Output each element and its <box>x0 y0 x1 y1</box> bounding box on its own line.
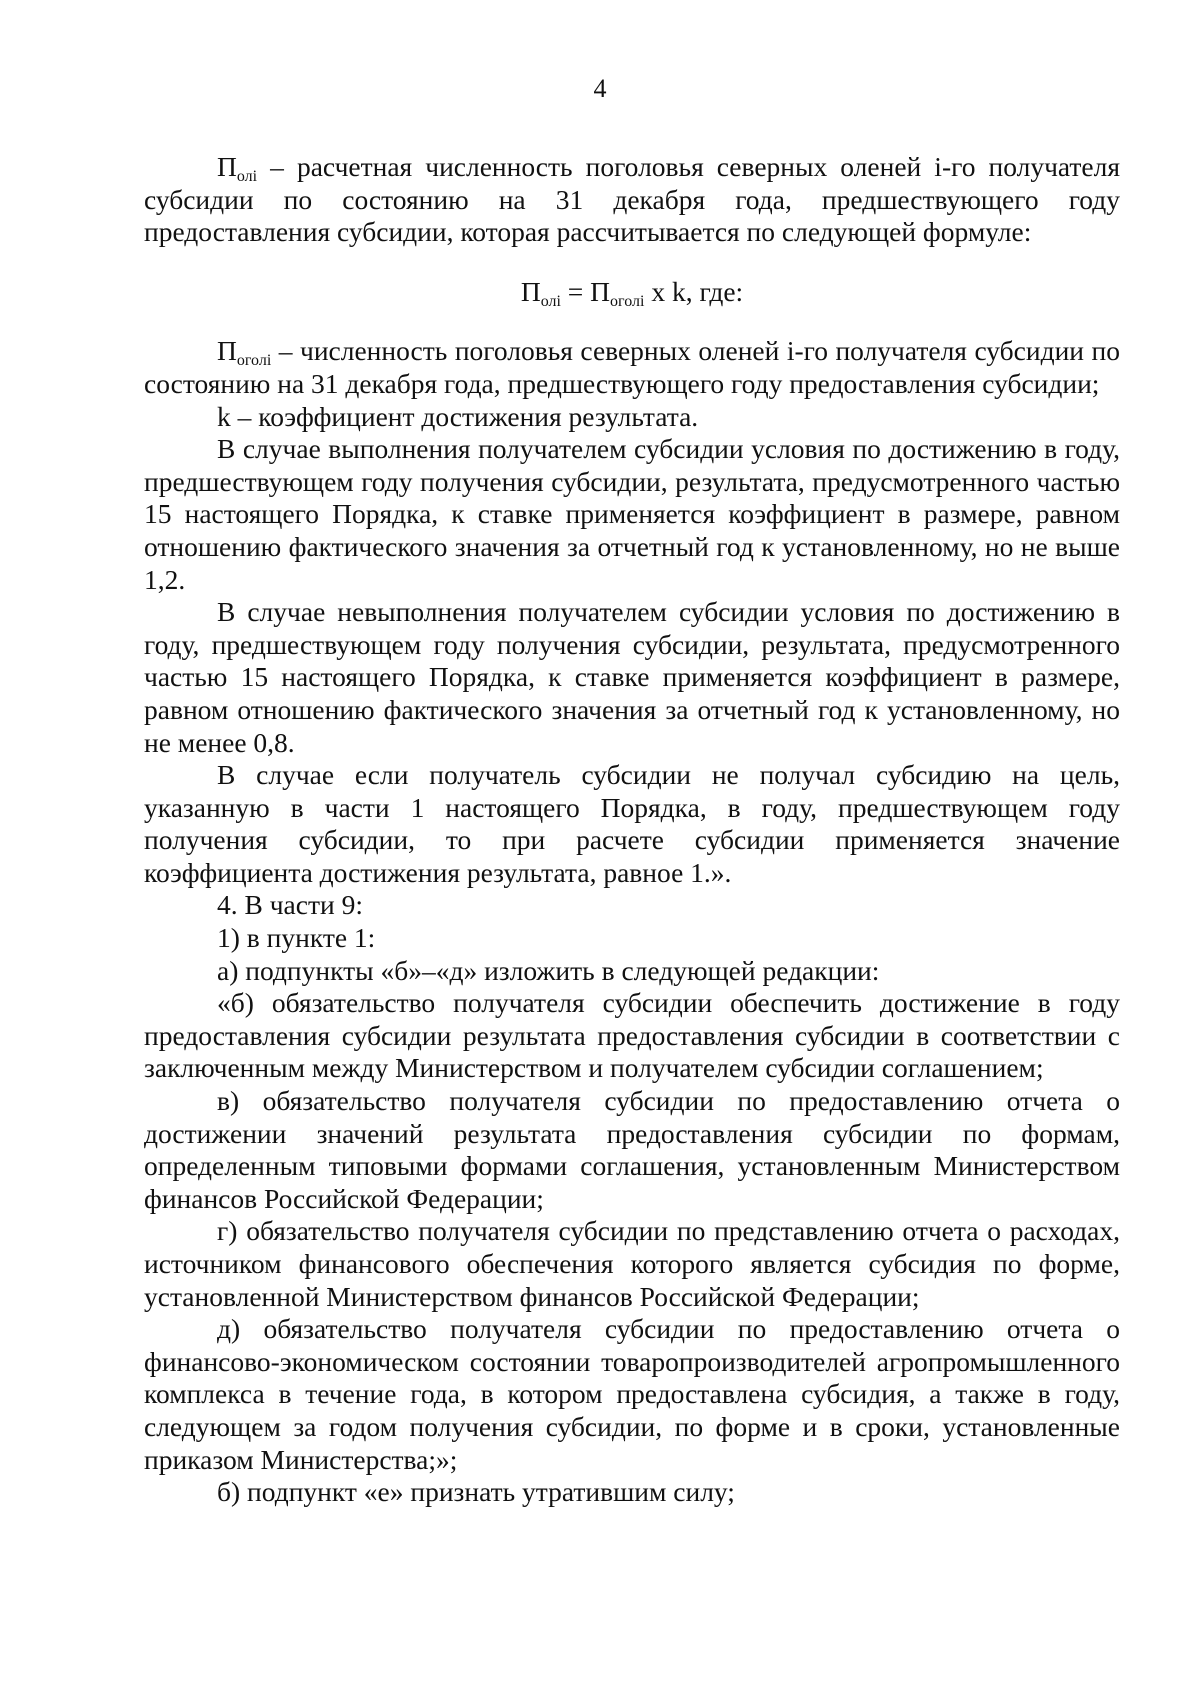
paragraph-coefficient-default: В случае если получатель субсидии не получал субсидию на цель, указанную в части 1 настоящего Порядка, в году, предшествующем году получения субсидии, то при расчете субсидии применяется значение коэффициента достижения результата, равное 1.». <box>144 759 1120 888</box>
formula-subscript-right: оголi <box>610 292 645 310</box>
paragraph-coefficient-max: В случае выполнения получателем субсидии условия по достижению в году, предшествующем году получения субсидии, результата, предусмотренного частью 15 настоящего Порядка, к ставке применяется коэффициент в размере, равном отношению фактического значения за отчетный год к установленному, но не выше 1,2. <box>144 433 1120 595</box>
paragraph-part-9: 4. В части 9: <box>217 889 363 921</box>
paragraph-subpoint-b: «б) обязательство получателя субсидии обеспечить достижение в году предоставления субсидии результата предоставления субсидии в соответствии с заключенным между Министерством и получателем субсидии соглашением; <box>144 987 1120 1084</box>
paragraph-subpoint-e-repealed: б) подпункт «е» признать утратившим силу; <box>217 1476 735 1508</box>
page-number: 4 <box>593 74 607 103</box>
definition-pogoli-text: – численность поголовья северных оленей i-го получателя субсидии по состоянию на 31 декабря года, предшествующего году предоставления субсидии; <box>144 335 1120 399</box>
paragraph-point-1: 1) в пункте 1: <box>217 922 376 954</box>
paragraph-subpoint-d: д) обязательство получателя субсидии по предоставлению отчета о финансово-экономическом состоянии товаропроизводителей агропромышленного комплекса в течение года, в котором предоставлена субсидия, а также в году, следующем за годом получения субсидии, по форме и в сроки, установленные приказом Министерства;»; <box>144 1313 1120 1475</box>
subscript-oli: олi <box>236 168 258 185</box>
paragraph-k-definition: k – коэффициент достижения результата. <box>217 400 699 432</box>
paragraph-subpoints-header: а) подпункты «б»–«д» изложить в следующей редакции: <box>217 954 880 986</box>
subscript-ogoli: оголi <box>236 352 272 370</box>
formula <box>144 276 1120 309</box>
definition-poli <box>144 151 1120 249</box>
formula-tail: x k, где: <box>644 275 744 307</box>
formula-subscript-left: олi <box>540 292 561 310</box>
paragraph-subpoint-g: г) обязательство получателя субсидии по представлению отчета о расходах, источником финансового обеспечения которого является субсидия по форме, установленной Министерством финансов Российской Федерации; <box>144 1215 1120 1312</box>
symbol-p: П <box>217 151 237 182</box>
definition-poli-text: – расчетная численность поголовья северных оленей i-го получателя субсидии по состоянию на 31 декабря года, предшествующего году предоставления субсидии, которая рассчитывается по следующей формуле: <box>144 151 1120 248</box>
symbol-p-ogoli: П <box>217 335 237 367</box>
formula-symbol-right: П <box>590 275 611 307</box>
formula-symbol-left: П <box>520 275 541 307</box>
paragraph-subpoint-v: в) обязательство получателя субсидии по предоставлению отчета о достижении значений результата предоставления субсидии по формам, определенным типовыми формами соглашения, установленным Министерством финансов Российской Федерации; <box>144 1085 1120 1214</box>
formula-equals: = <box>560 275 591 307</box>
document-body <box>144 151 1120 1509</box>
paragraph-coefficient-min: В случае невыполнения получателем субсидии условия по достижению в году, предшествующем году получения субсидии, результата, предусмотренного частью 15 настоящего Порядка, к ставке применяется коэффициент в размере, равном отношению фактического значения за отчетный год к установленному, но не менее 0,8. <box>144 596 1120 758</box>
definition-pogoli <box>144 335 1120 400</box>
